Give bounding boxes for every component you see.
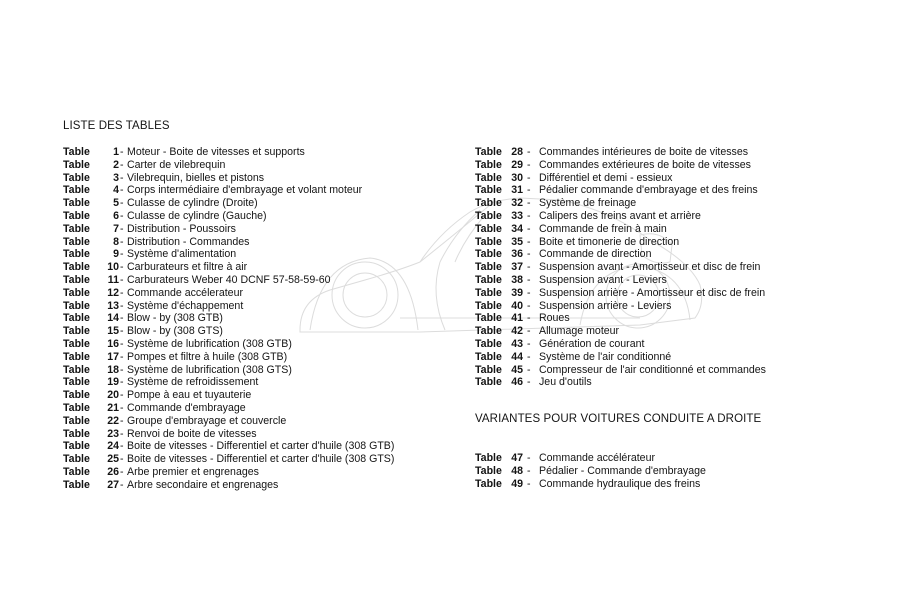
table-number: 41 (511, 312, 523, 325)
table-title: Système de lubrification (308 GTS) (127, 363, 292, 376)
table-number: 38 (511, 273, 523, 286)
table-title: Commandes intérieures de boite de vitesses (539, 146, 749, 158)
table-label: Table (63, 146, 90, 158)
table-number: 45 (511, 363, 523, 376)
table-title: Distribution - Commandes (127, 235, 250, 248)
table-title: Calipers des freins avant et arrière (539, 209, 701, 222)
table-label: Table (63, 286, 90, 299)
table-label: Table (475, 464, 502, 477)
table-separator: - (120, 299, 124, 312)
table-number: 46 (511, 376, 523, 389)
table-title: Pédalier - Commande d'embrayage (539, 464, 706, 477)
table-title: Pompe à eau et tuyauterie (127, 389, 252, 402)
table-separator: - (527, 261, 531, 274)
table-separator: - (120, 389, 124, 402)
table-separator: - (527, 197, 531, 210)
table-label: Table (475, 286, 502, 299)
table-separator: - (120, 248, 124, 261)
table-entry (63, 415, 423, 428)
table-separator: - (527, 350, 531, 363)
table-title: Roues (539, 312, 570, 325)
table-separator: - (527, 273, 531, 286)
table-label: Table (63, 453, 90, 466)
table-entry (63, 300, 423, 313)
table-entry (63, 261, 423, 274)
table-title: Suspension arrière - Amortisseur et disc de frein (539, 286, 766, 299)
table-label: Table (475, 325, 502, 338)
table-title: Renvoi de boite de vitesses (127, 427, 257, 440)
table-title: Commande de frein à main (539, 222, 667, 235)
table-entry (475, 351, 835, 364)
table-number: 9 (113, 248, 119, 261)
table-label: Table (63, 299, 90, 312)
table-separator: - (527, 171, 531, 184)
table-list-variant (475, 452, 835, 490)
table-title: Jeu d'outils (539, 376, 592, 389)
table-entry (475, 248, 835, 261)
table-entry (475, 210, 835, 223)
table-entry (63, 236, 423, 249)
table-number: 3 (113, 171, 119, 184)
table-label: Table (63, 197, 90, 210)
table-number: 15 (107, 325, 119, 338)
table-entry (63, 325, 423, 338)
table-title: Arbe premier et engrenages (127, 465, 259, 478)
table-number: 13 (107, 299, 119, 312)
table-number: 6 (113, 209, 119, 222)
table-separator: - (120, 197, 124, 210)
table-number: 39 (511, 286, 523, 299)
table-entry (475, 274, 835, 287)
table-label: Table (475, 376, 502, 389)
table-entry (475, 338, 835, 351)
table-separator: - (120, 478, 124, 491)
table-label: Table (63, 376, 90, 389)
table-title: Différentiel et demi - essieux (539, 171, 673, 184)
table-entry (475, 364, 835, 377)
table-title: Système de l'air conditionné (539, 350, 672, 363)
table-title: Système de refroidissement (127, 376, 259, 389)
table-number: 20 (107, 389, 119, 402)
table-title: Culasse de cylindre (Gauche) (127, 209, 267, 222)
table-separator: - (527, 235, 531, 248)
table-entry (63, 466, 423, 479)
table-separator: - (120, 325, 124, 338)
table-title: Compresseur de l'air conditionné et commandes (539, 363, 766, 376)
table-label: Table (63, 337, 90, 350)
table-entry (475, 478, 835, 491)
table-title: Corps intermédiaire d'embrayage et volant moteur (127, 184, 363, 197)
table-separator: - (120, 184, 124, 197)
table-separator: - (527, 452, 531, 464)
table-entry (475, 300, 835, 313)
table-separator: - (527, 464, 531, 477)
table-label: Table (475, 158, 502, 171)
table-title: Distribution - Poussoirs (127, 222, 236, 235)
table-entry (63, 172, 423, 185)
table-number: 12 (107, 286, 119, 299)
table-label: Table (475, 350, 502, 363)
table-separator: - (120, 171, 124, 184)
table-number: 18 (107, 363, 119, 376)
table-title: Génération de courant (539, 337, 645, 350)
table-number: 17 (107, 350, 119, 363)
table-entry (63, 338, 423, 351)
table-number: 49 (511, 477, 523, 490)
table-entry (63, 197, 423, 210)
table-label: Table (63, 325, 90, 338)
table-title: Commande accélérateur (539, 452, 655, 464)
table-number: 11 (107, 273, 119, 286)
table-label: Table (475, 312, 502, 325)
table-title: Commandes extérieures de boite de vitesses (539, 158, 751, 171)
table-entry (63, 312, 423, 325)
page-title: LISTE DES TABLES (63, 120, 170, 132)
table-number: 2 (113, 158, 119, 171)
table-separator: - (120, 337, 124, 350)
table-number: 40 (511, 299, 523, 312)
table-entry (475, 325, 835, 338)
table-number: 22 (107, 414, 119, 427)
table-number: 33 (511, 209, 523, 222)
table-title: Suspension avant - Amortisseur et disc de frein (539, 261, 761, 274)
table-entry (475, 197, 835, 210)
table-title: Commande hydraulique des freins (539, 477, 701, 490)
table-entry (475, 312, 835, 325)
table-title: Moteur - Boite de vitesses et supports (127, 146, 305, 158)
table-label: Table (475, 184, 502, 197)
table-entry (63, 453, 423, 466)
table-label: Table (63, 158, 90, 171)
table-separator: - (120, 363, 124, 376)
table-number: 27 (107, 478, 119, 491)
table-entry (63, 287, 423, 300)
table-label: Table (475, 299, 502, 312)
table-number: 24 (107, 440, 119, 453)
table-number: 23 (107, 427, 119, 440)
table-number: 25 (107, 453, 119, 466)
table-separator: - (120, 209, 124, 222)
table-entry (475, 184, 835, 197)
table-label: Table (475, 222, 502, 235)
table-separator: - (527, 286, 531, 299)
table-number: 19 (107, 376, 119, 389)
table-entry (475, 236, 835, 249)
table-title: Vilebrequin, bielles et pistons (127, 171, 265, 184)
table-title: Commande de direction (539, 248, 652, 261)
table-separator: - (120, 427, 124, 440)
table-label: Table (475, 235, 502, 248)
table-separator: - (120, 273, 124, 286)
table-number: 43 (511, 337, 523, 350)
table-number: 5 (113, 197, 119, 210)
table-number: 35 (511, 235, 523, 248)
table-separator: - (527, 184, 531, 197)
table-entry (63, 364, 423, 377)
table-entry (63, 146, 423, 159)
table-label: Table (475, 452, 502, 464)
table-entry (475, 452, 835, 465)
variant-section-title: VARIANTES POUR VOITURES CONDUITE A DROITE (475, 413, 762, 425)
table-number: 7 (113, 222, 119, 235)
table-number: 37 (511, 261, 523, 274)
table-label: Table (475, 197, 502, 210)
table-separator: - (120, 401, 124, 414)
table-separator: - (527, 325, 531, 338)
table-number: 36 (511, 248, 523, 261)
table-entry (63, 440, 423, 453)
table-label: Table (475, 146, 502, 158)
table-number: 30 (511, 171, 523, 184)
table-label: Table (63, 273, 90, 286)
table-title: Carburateurs et filtre à air (127, 261, 248, 274)
table-label: Table (63, 261, 90, 274)
table-entry (63, 159, 423, 172)
table-label: Table (63, 184, 90, 197)
table-label: Table (63, 235, 90, 248)
table-label: Table (63, 414, 90, 427)
table-label: Table (475, 273, 502, 286)
table-separator: - (527, 363, 531, 376)
table-separator: - (527, 477, 531, 490)
table-entry (475, 172, 835, 185)
table-title: Suspension arrière - Leviers (539, 299, 672, 312)
table-separator: - (527, 222, 531, 235)
table-label: Table (63, 401, 90, 414)
table-separator: - (527, 209, 531, 222)
table-separator: - (120, 146, 124, 158)
table-title: Pédalier commande d'embrayage et des freins (539, 184, 758, 197)
table-number: 34 (511, 222, 523, 235)
table-label: Table (63, 222, 90, 235)
table-separator: - (120, 312, 124, 325)
table-entry (475, 376, 835, 389)
table-separator: - (527, 158, 531, 171)
table-label: Table (63, 350, 90, 363)
table-entry (63, 402, 423, 415)
table-entry (63, 428, 423, 441)
table-entry (63, 184, 423, 197)
table-title: Carburateurs Weber 40 DCNF 57-58-59-60 (127, 273, 331, 286)
table-entry (63, 389, 423, 402)
table-title: Boite et timonerie de direction (539, 235, 680, 248)
table-list-left (63, 146, 423, 492)
table-separator: - (527, 312, 531, 325)
table-separator: - (120, 440, 124, 453)
table-entry (475, 146, 835, 159)
table-separator: - (120, 414, 124, 427)
table-label: Table (475, 477, 502, 490)
table-number: 28 (511, 146, 523, 158)
table-number: 10 (107, 261, 119, 274)
table-separator: - (527, 376, 531, 389)
table-number: 8 (113, 235, 119, 248)
table-label: Table (475, 209, 502, 222)
table-entry (63, 223, 423, 236)
table-label: Table (475, 337, 502, 350)
table-title: Système de lubrification (308 GTB) (127, 337, 292, 350)
table-label: Table (475, 171, 502, 184)
table-title: Culasse de cylindre (Droite) (127, 197, 258, 210)
table-label: Table (63, 427, 90, 440)
table-entry (475, 261, 835, 274)
table-label: Table (475, 363, 502, 376)
table-label: Table (63, 209, 90, 222)
table-separator: - (527, 299, 531, 312)
table-number: 42 (511, 325, 523, 338)
table-label: Table (63, 248, 90, 261)
table-label: Table (63, 389, 90, 402)
table-entry (63, 248, 423, 261)
table-separator: - (120, 261, 124, 274)
table-number: 32 (511, 197, 523, 210)
table-title: Commande accélerateur (127, 286, 243, 299)
table-separator: - (120, 465, 124, 478)
table-list-right (475, 146, 835, 389)
table-title: Système de freinage (539, 197, 637, 210)
table-label: Table (63, 478, 90, 491)
table-number: 21 (107, 401, 119, 414)
table-label: Table (63, 363, 90, 376)
table-entry (475, 287, 835, 300)
table-title: Blow - by (308 GTS) (127, 325, 223, 338)
table-number: 1 (113, 146, 119, 158)
table-number: 29 (511, 158, 523, 171)
table-separator: - (120, 158, 124, 171)
table-label: Table (63, 440, 90, 453)
table-title: Arbre secondaire et engrenages (127, 478, 279, 491)
table-separator: - (120, 453, 124, 466)
table-number: 4 (113, 184, 119, 197)
table-number: 26 (107, 465, 119, 478)
table-number: 48 (511, 464, 523, 477)
table-title: Suspension avant - Leviers (539, 273, 667, 286)
table-title: Blow - by (308 GTB) (127, 312, 223, 325)
table-entry (63, 210, 423, 223)
table-separator: - (120, 286, 124, 299)
table-number: 14 (107, 312, 119, 325)
table-title: Allumage moteur (539, 325, 620, 338)
table-number: 47 (511, 452, 523, 464)
table-entry (63, 274, 423, 287)
table-title: Système d'alimentation (127, 248, 237, 261)
table-number: 16 (107, 337, 119, 350)
table-number: 31 (511, 184, 523, 197)
table-label: Table (475, 248, 502, 261)
table-entry (475, 465, 835, 478)
table-title: Pompes et filtre à huile (308 GTB) (127, 350, 288, 363)
table-label: Table (63, 465, 90, 478)
table-separator: - (120, 350, 124, 363)
table-number: 44 (511, 350, 523, 363)
table-separator: - (120, 376, 124, 389)
table-title: Boite de vitesses - Differentiel et carter d'huile (308 GTB) (127, 440, 395, 453)
table-label: Table (475, 261, 502, 274)
table-entry (63, 376, 423, 389)
table-label: Table (63, 312, 90, 325)
table-title: Groupe d'embrayage et couvercle (127, 414, 287, 427)
table-title: Commande d'embrayage (127, 401, 246, 414)
table-entry (63, 479, 423, 492)
table-title: Carter de vilebrequin (127, 158, 226, 171)
table-entry (475, 223, 835, 236)
table-separator: - (120, 222, 124, 235)
table-entry (63, 351, 423, 364)
table-label: Table (63, 171, 90, 184)
table-separator: - (120, 235, 124, 248)
table-title: Système d'échappement (127, 299, 244, 312)
table-title: Boite de vitesses - Differentiel et carter d'huile (308 GTS) (127, 453, 395, 466)
table-separator: - (527, 337, 531, 350)
table-separator: - (527, 248, 531, 261)
table-entry (475, 159, 835, 172)
table-separator: - (527, 146, 531, 158)
